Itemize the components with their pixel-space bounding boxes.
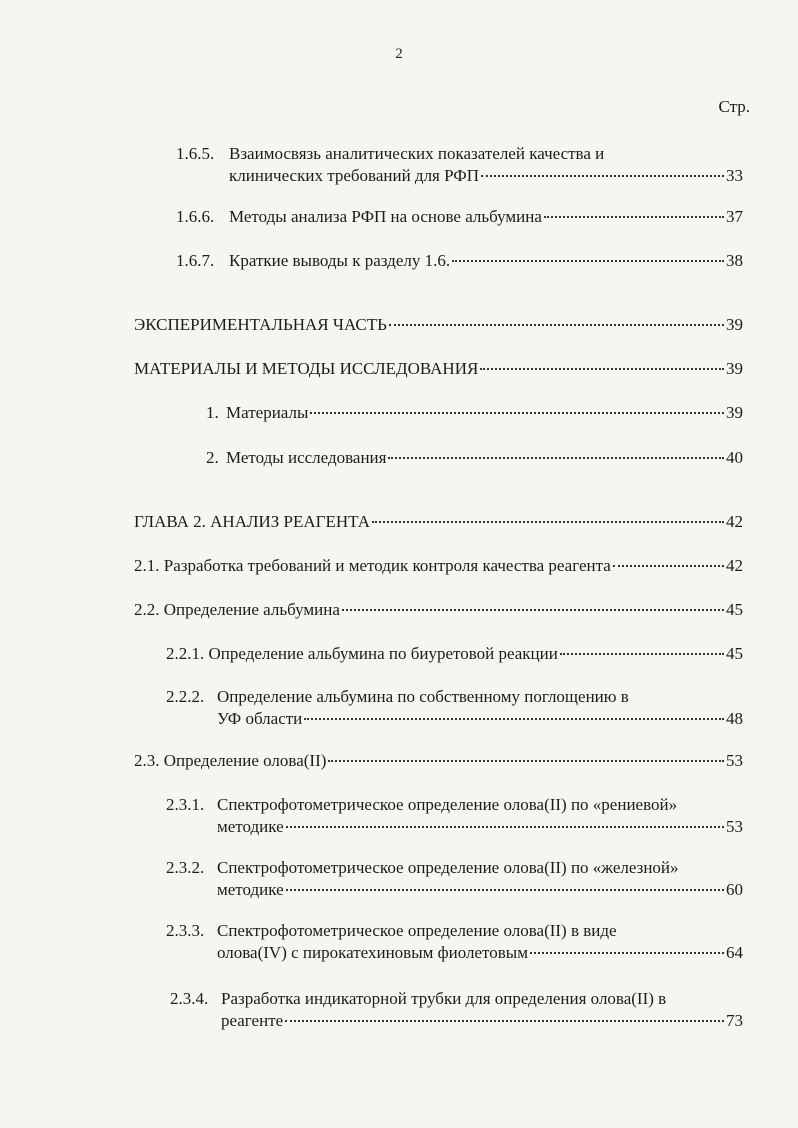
toc-entry-number: 2.3.3. xyxy=(166,921,205,940)
toc-entry-title: Материалы xyxy=(226,403,309,422)
toc-entry-chapter-2[interactable] xyxy=(134,511,743,533)
toc-entry-title-line: олова(IV) с пирокатехиновым фиолетовым xyxy=(217,943,528,962)
toc-entry-page: 53 xyxy=(726,817,743,836)
toc-entry-number: 1.6.7. xyxy=(176,251,215,270)
toc-entry-title-line: клинических требований для РФП xyxy=(229,166,480,185)
toc-entry-title: Методы анализа РФП на основе альбумина xyxy=(229,207,542,226)
dot-leader xyxy=(389,324,724,326)
toc-entry-number: 1.6.6. xyxy=(176,207,215,226)
toc-entry-title: 2.2. Определение альбумина xyxy=(134,600,340,619)
toc-entry-page: 48 xyxy=(726,709,743,728)
toc-entry-title-line: Взаимосвязь аналитических показателей качества и xyxy=(229,144,605,163)
toc-entry-number: 1. xyxy=(206,403,219,422)
toc-entry-title: 2.2.1. Определение альбумина по биуретовой реакции xyxy=(166,644,558,663)
toc-entry-page: 39 xyxy=(726,403,743,422)
toc-entry-materials-methods[interactable] xyxy=(134,358,743,380)
toc-entry-title: ЭКСПЕРИМЕНТАЛЬНАЯ ЧАСТЬ xyxy=(134,315,387,334)
toc-entry-title: МАТЕРИАЛЫ И МЕТОДЫ ИССЛЕДОВАНИЯ xyxy=(134,359,479,378)
toc-entry-title: Методы исследования xyxy=(226,448,387,467)
toc-entry-page: 40 xyxy=(726,448,743,467)
toc-entry-2-3[interactable] xyxy=(134,750,743,772)
toc-entry-page: 60 xyxy=(726,880,743,899)
toc-entry-page: 38 xyxy=(726,251,743,270)
toc-entry-page: 53 xyxy=(726,751,743,770)
dot-leader xyxy=(304,718,724,720)
dot-leader xyxy=(286,889,724,891)
page-column-label: Стр. xyxy=(718,97,750,116)
toc-entry-number: 2.2.2. xyxy=(166,687,205,706)
toc-entry-title-line: методике xyxy=(217,880,284,899)
dot-leader xyxy=(310,412,724,414)
toc-entry-title-line: Разработка индикаторной трубки для определения олова(II) в xyxy=(221,989,667,1008)
toc-entry-number: 2.3.4. xyxy=(170,989,209,1008)
dot-leader xyxy=(372,521,724,523)
dot-leader xyxy=(480,368,724,370)
toc-entry-title-line: реагенте xyxy=(221,1011,284,1030)
dot-leader xyxy=(481,175,724,177)
dot-leader xyxy=(342,609,724,611)
toc-entry-title-line: Определение альбумина по собственному поглощению в xyxy=(217,687,629,706)
dot-leader xyxy=(388,457,724,459)
toc-entry-title: 2.1. Разработка требований и методик контроля качества реагента xyxy=(134,556,611,575)
toc-entry-title: Краткие выводы к разделу 1.6. xyxy=(229,251,451,270)
toc-entry-number: 2.3.1. xyxy=(166,795,205,814)
toc-entry-page: 42 xyxy=(726,512,743,531)
toc-entry-page: 37 xyxy=(726,207,743,226)
toc-entry-title: 2.3. Определение олова(II) xyxy=(134,751,327,770)
toc-entry-page: 45 xyxy=(726,644,743,663)
toc-entry-page: 42 xyxy=(726,556,743,575)
toc-entry-title: ГЛАВА 2. АНАЛИЗ РЕАГЕНТА xyxy=(134,512,370,531)
toc-entry-number: 2. xyxy=(206,448,219,467)
toc-entry-page: 64 xyxy=(726,943,743,962)
toc-entry-title-line: Спектрофотометрическое определение олова(II) по «рениевой» xyxy=(217,795,678,814)
dot-leader xyxy=(544,216,724,218)
dot-leader xyxy=(560,653,724,655)
toc-entry-2-2-1[interactable] xyxy=(166,643,743,665)
dot-leader xyxy=(613,565,724,567)
dot-leader xyxy=(328,760,724,762)
toc-entry-title-line: методике xyxy=(217,817,284,836)
dot-leader xyxy=(285,1020,724,1022)
dot-leader xyxy=(452,260,724,262)
dot-leader xyxy=(286,826,724,828)
dot-leader xyxy=(530,952,724,954)
toc-entry-page: 45 xyxy=(726,600,743,619)
toc-entry-page: 39 xyxy=(726,359,743,378)
toc-entry-page: 33 xyxy=(726,166,743,185)
toc-entry-title-line: УФ области xyxy=(217,709,303,728)
toc-entry-page: 39 xyxy=(726,315,743,334)
toc-entry-title-line: Спектрофотометрическое определение олова(II) в виде xyxy=(217,921,617,940)
toc-entry-2-1[interactable] xyxy=(134,555,743,577)
toc-entry-number: 2.3.2. xyxy=(166,858,205,877)
toc-entry-page: 73 xyxy=(726,1011,743,1030)
toc-entry-experimental-part[interactable] xyxy=(134,314,743,336)
toc-entry-title-line: Спектрофотометрическое определение олова(II) по «железной» xyxy=(217,858,679,877)
page-number: 2 xyxy=(395,46,403,62)
toc-entry-2-2[interactable] xyxy=(134,599,743,621)
toc-entry-number: 1.6.5. xyxy=(176,144,215,163)
